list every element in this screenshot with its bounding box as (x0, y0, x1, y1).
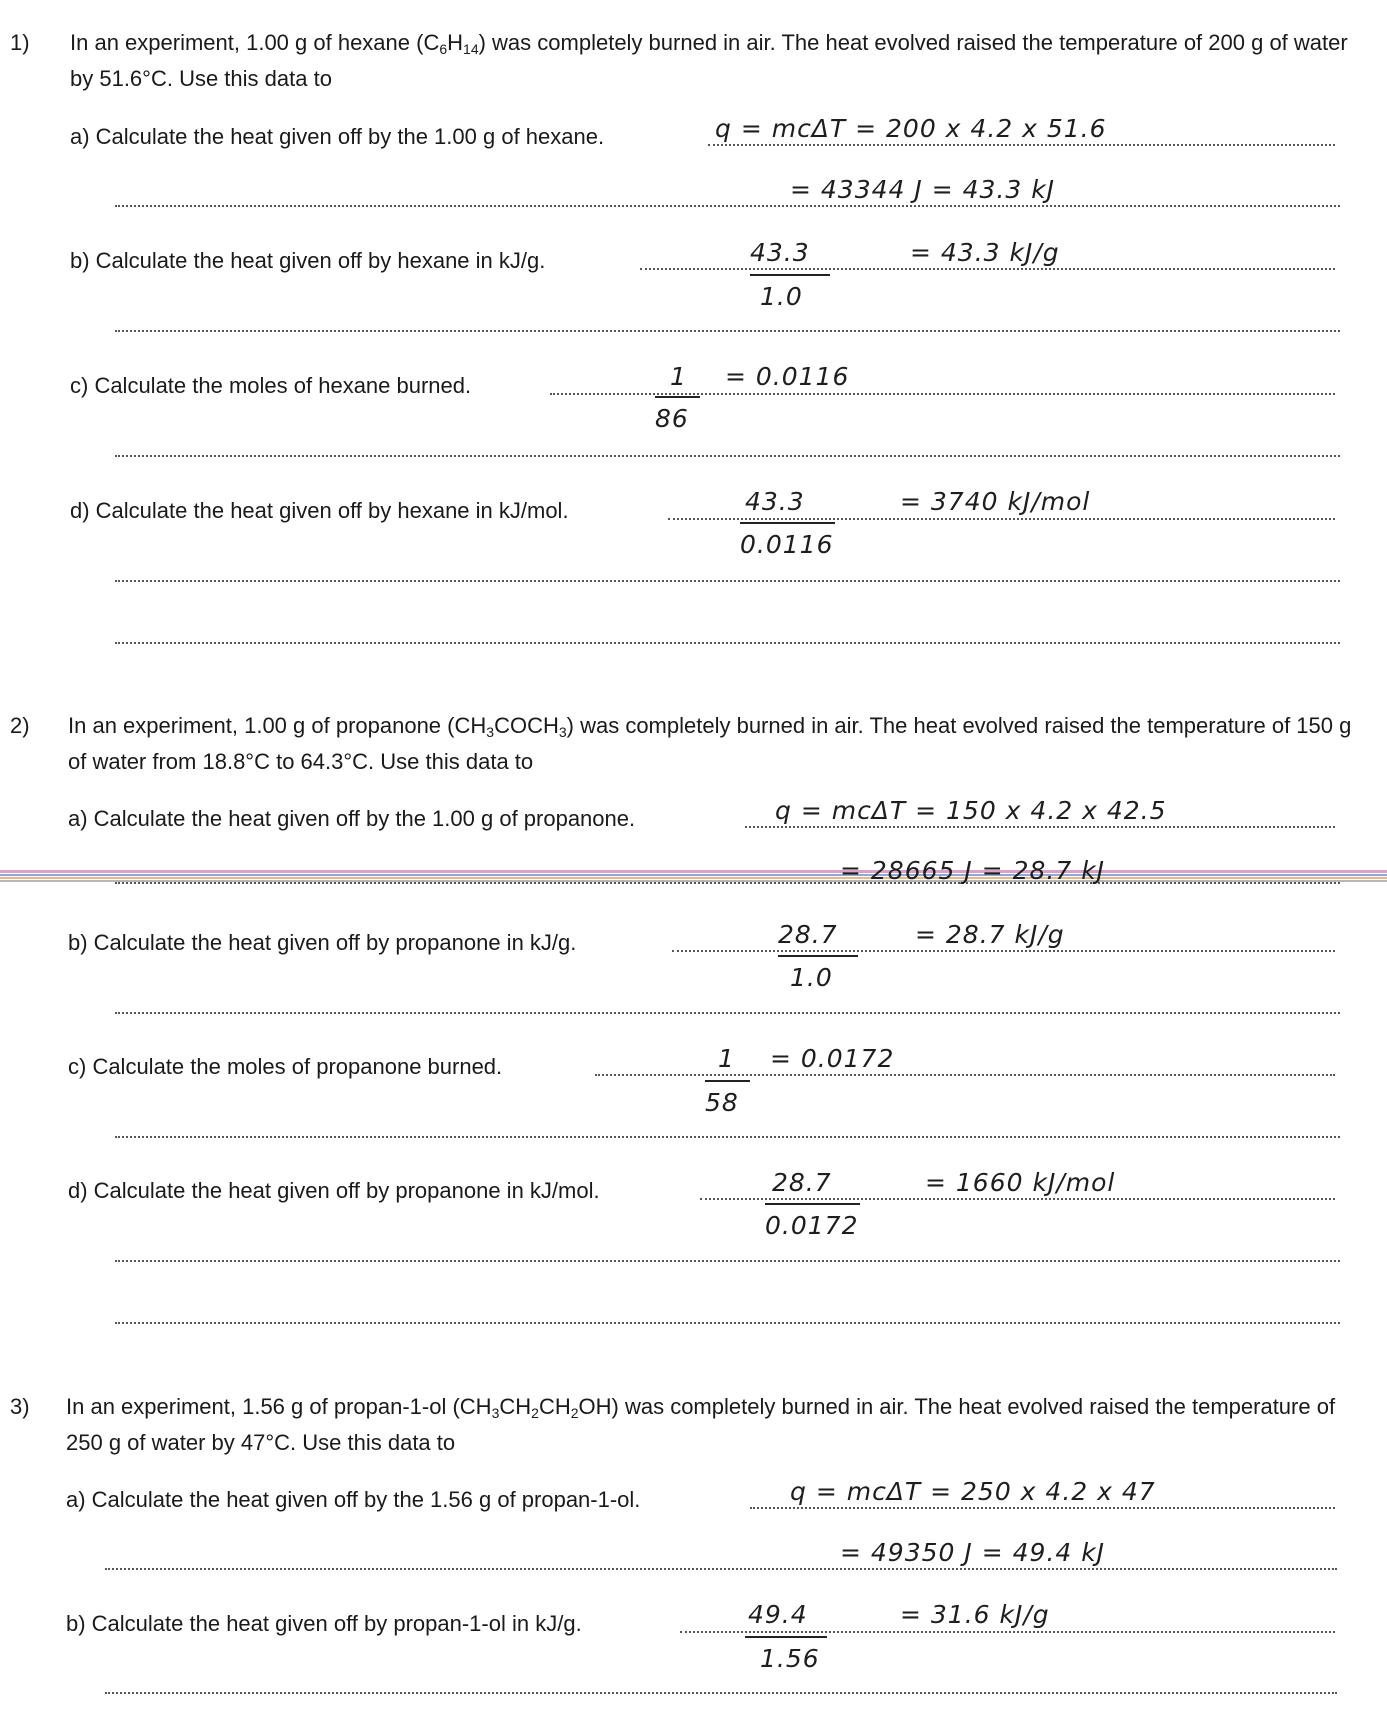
q2d-label: d) Calculate the heat given off by propanone in kJ/mol. (68, 1178, 600, 1203)
answer-line (115, 1012, 1340, 1014)
question-3-text: In an experiment, 1.56 g of propan-1-ol $(CH_3CH_2CH_2OH)$ was completely burned in air. The heat evolved raised the temperature of 250 g of water by 47°C. Use this data to (66, 1394, 1336, 1455)
q2d-denominator: 0.0172 (765, 1211, 859, 1240)
q2c-numerator: 1 (718, 1044, 735, 1073)
fraction-bar (655, 396, 700, 398)
answer-line (700, 1198, 1335, 1200)
answer-line (115, 1322, 1340, 1324)
q1d-denominator: 0.0116 (740, 530, 834, 559)
q1c-result: = 0.0116 (725, 362, 850, 391)
q3b-denominator: 1.56 (760, 1644, 820, 1673)
answer-line (115, 882, 1340, 884)
question-3-number: 3) (10, 1394, 30, 1419)
q2b-numerator: 28.7 (778, 920, 838, 949)
answer-line (115, 580, 1340, 582)
answer-line (105, 1568, 1337, 1570)
answer-line (708, 144, 1335, 146)
q1d-numerator: 43.3 (745, 487, 805, 516)
fraction-bar (750, 274, 830, 276)
q1c-denominator: 86 (655, 404, 689, 433)
q1b-result: = 43.3 kJ/g (910, 238, 1060, 267)
answer-line (115, 642, 1340, 644)
q1d-label: d) Calculate the heat given off by hexane in kJ/mol. (70, 498, 569, 523)
answer-line (668, 518, 1335, 520)
fraction-bar (745, 1636, 827, 1638)
answer-line (115, 205, 1340, 207)
q1d-result: = 3740 kJ/mol (900, 487, 1091, 516)
fraction-bar (765, 1203, 860, 1205)
scan-stripe (0, 874, 1387, 876)
q2c-result: = 0.0172 (770, 1044, 895, 1073)
answer-line (115, 455, 1340, 457)
q2b-result: = 28.7 kJ/g (915, 920, 1065, 949)
question-1-number: 1) (10, 30, 30, 55)
scan-stripe (0, 870, 1387, 873)
fraction-bar (778, 955, 858, 957)
q2a-answer-line1: q = mcΔT = 150 x 4.2 x 42.5 (775, 796, 1167, 825)
q1a-answer-line1: q = mcΔT = 200 x 4.2 x 51.6 (715, 114, 1107, 143)
answer-line (750, 1507, 1335, 1509)
q3a-label: a) Calculate the heat given off by the 1.56 g of propan-1-ol. (66, 1487, 641, 1512)
answer-line (672, 950, 1335, 952)
q2a-answer-line2: = 28665 J = 28.7 kJ (840, 856, 1106, 885)
q2c-denominator: 58 (705, 1088, 739, 1117)
q3b-result: = 31.6 kJ/g (900, 1600, 1050, 1629)
fraction-bar (740, 522, 835, 524)
fraction-bar (705, 1080, 750, 1082)
q1c-numerator: 1 (670, 362, 687, 391)
q1b-label: b) Calculate the heat given off by hexane in kJ/g. (70, 248, 546, 273)
question-1-text: In an experiment, 1.00 g of hexane $(C_6H_{14})$ was completely burned in air. The heat evolved raised the temperature of 200 g of water by 51.6°C. Use this data to (70, 30, 1348, 91)
question-2-text: In an experiment, 1.00 g of propanone $(CH_3COCH_3)$ was completely burned in air. The heat evolved raised the temperature of 150 g of water from 18.8°C to 64.3°C. Use this data to (68, 713, 1352, 774)
q2d-result: = 1660 kJ/mol (925, 1168, 1116, 1197)
q1c-label: c) Calculate the moles of hexane burned. (70, 373, 472, 398)
question-2-number: 2) (10, 713, 30, 738)
q3a-answer-line2: = 49350 J = 49.4 kJ (840, 1538, 1106, 1567)
q2d-numerator: 28.7 (772, 1168, 832, 1197)
answer-line (115, 330, 1340, 332)
q2b-denominator: 1.0 (790, 963, 833, 992)
q2c-label: c) Calculate the moles of propanone burned. (68, 1054, 503, 1079)
answer-line (105, 1692, 1337, 1694)
q2a-label: a) Calculate the heat given off by the 1.00 g of propanone. (68, 806, 636, 831)
answer-line (550, 393, 1335, 395)
q1a-label: a) Calculate the heat given off by the 1.00 g of hexane. (70, 124, 605, 149)
q1b-numerator: 43.3 (750, 238, 810, 267)
answer-line (595, 1074, 1335, 1076)
q3a-answer-line1: q = mcΔT = 250 x 4.2 x 47 (790, 1477, 1156, 1506)
q3b-numerator: 49.4 (748, 1600, 808, 1629)
q3b-label: b) Calculate the heat given off by propan-1-ol in kJ/g. (66, 1611, 582, 1636)
scan-stripe (0, 877, 1387, 879)
q1a-answer-line2: = 43344 J = 43.3 kJ (790, 175, 1056, 204)
answer-line (680, 1631, 1335, 1633)
answer-line (640, 268, 1335, 270)
q2b-label: b) Calculate the heat given off by propanone in kJ/g. (68, 930, 577, 955)
answer-line (115, 1260, 1340, 1262)
q1b-denominator: 1.0 (760, 282, 803, 311)
answer-line (115, 1136, 1340, 1138)
answer-line (745, 826, 1335, 828)
